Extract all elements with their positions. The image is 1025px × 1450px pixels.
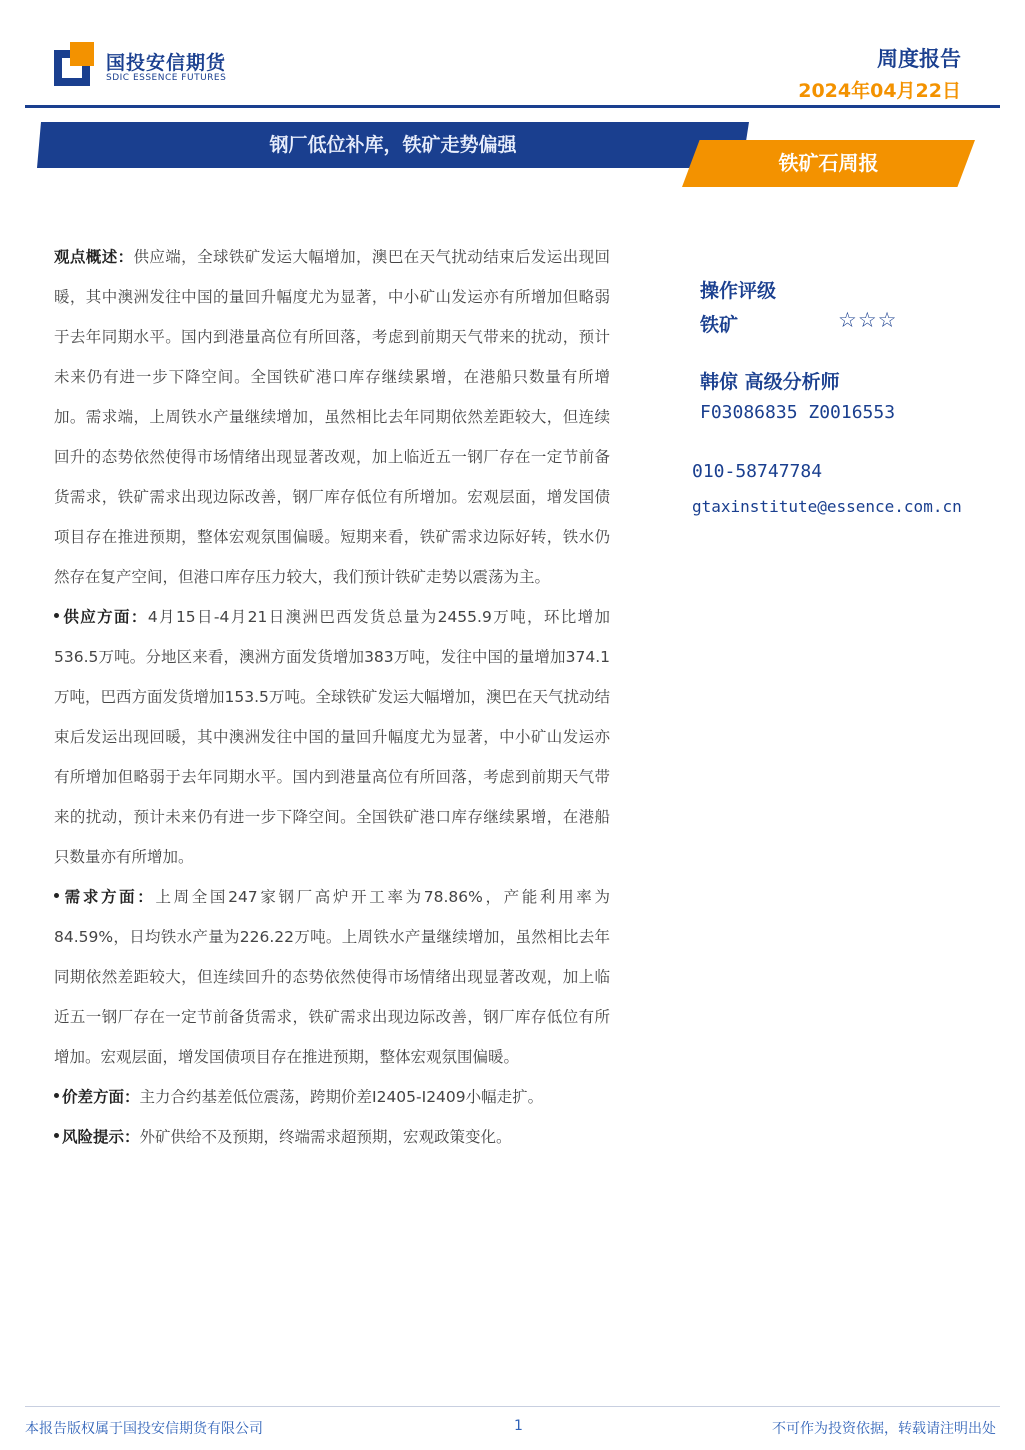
supply-paragraph	[54, 597, 610, 877]
rating-item: 铁矿	[700, 314, 739, 336]
logo-name-en: SDIC ESSENCE FUTURES	[106, 73, 227, 83]
contact-email[interactable]: gtaxinstitute@essence.com.cn	[692, 497, 962, 516]
section-label: 供应方面：	[62, 608, 148, 626]
logo-name-cn: 国投安信期货	[106, 52, 227, 74]
analyst-name: 韩倞 高级分析师	[700, 371, 840, 393]
section-label: 风险提示：	[62, 1128, 140, 1146]
bullet-icon	[54, 613, 59, 618]
bullet-icon	[54, 893, 59, 898]
section-text: 4月15日-4月21日澳洲巴西发货总量为2455.9万吨，环比增加536.5万吨。分地区来看，澳洲方面发货增加383万吨，发往中国的量增加374.1万吨，巴西方面发货增加153.5万吨。全球铁矿发运大幅增加，澳巴在天气扰动结束后发运出现回暖，其中澳洲发往中国的量回升幅度尤为显著，中小矿山发运亦有所增加但略弱于去年同期水平。国内到港量高位有所回落，考虑到前期天气带来的扰动，预计未来仍有进一步下降空间。全国铁矿港口库存继续累增，在港船只数量亦有所增加。	[54, 608, 610, 866]
report-category: 铁矿石周报	[778, 151, 879, 175]
section-text: 供应端，全球铁矿发运大幅增加，澳巴在天气扰动结束后发运出现回暖，其中澳洲发往中国的量回升幅度尤为显著，中小矿山发运亦有所增加但略弱于去年同期水平。国内到港量高位有所回落，考虑到前期天气带来的扰动，预计未来仍有进一步下降空间。全国铁矿港口库存继续累增，在港船只数量有所增加。需求端，上周铁水产量继续增加，虽然相比去年同期依然差距较大，但连续回升的态势依然使得市场情绪出现显著改观，加上临近五一钢厂存在一定节前备货需求，铁矿需求出现边际改善，钢厂库存低位有所增加。宏观层面，增发国债项目存在推进预期，整体宏观氛围偏暖。短期来看，铁矿需求边际好转，铁水仍然存在复产空间，但港口库存压力较大，我们预计铁矿走势以震荡为主。	[54, 248, 610, 586]
rating-title: 操作评级	[700, 280, 777, 302]
demand-paragraph	[54, 877, 610, 1077]
risk-paragraph	[54, 1117, 610, 1157]
bullet-icon	[54, 1133, 59, 1138]
section-label: 需求方面：	[62, 888, 156, 906]
footer-divider	[25, 1406, 1000, 1407]
section-text: 上周全国247家钢厂高炉开工率为78.86%，产能利用率为84.59%，日均铁水产量为226.22万吨。上周铁水产量继续增加，虽然相比去年同期依然差距较大，但连续回升的态势依然使得市场情绪出现显著改观，加上临近五一钢厂存在一定节前备货需求，铁矿需求出现边际改善，钢厂库存低位有所增加。宏观层面，增发国债项目存在推进预期，整体宏观氛围偏暖。	[54, 888, 610, 1066]
report-body	[54, 237, 610, 1157]
header-divider	[25, 105, 1000, 108]
bullet-icon	[54, 1093, 59, 1098]
report-date: 2024年04月22日	[798, 80, 961, 102]
section-text: 主力合约基差低位震荡，跨期价差I2405-I2409小幅走扩。	[139, 1088, 544, 1106]
section-label: 观点概述：	[54, 248, 134, 266]
report-title: 钢厂低位补库，铁矿走势偏强	[269, 134, 517, 156]
spread-paragraph	[54, 1077, 610, 1117]
company-logo	[54, 42, 244, 88]
section-text: 外矿供给不及预期，终端需求超预期，宏观政策变化。	[139, 1128, 512, 1146]
rating-stars-icon: ☆☆☆	[838, 308, 898, 332]
page-number: 1	[514, 1418, 523, 1434]
summary-paragraph	[54, 237, 610, 597]
contact-phone: 010-58747784	[692, 461, 823, 482]
footer-copyright: 本报告版权属于国投安信期货有限公司	[25, 1421, 263, 1437]
report-type: 周度报告	[877, 47, 961, 71]
footer-disclaimer: 不可作为投资依据，转载请注明出处	[772, 1421, 996, 1437]
logo-mark-icon	[54, 42, 98, 86]
section-label: 价差方面：	[62, 1088, 140, 1106]
analyst-certificates: F03086835 Z0016553	[700, 402, 896, 423]
